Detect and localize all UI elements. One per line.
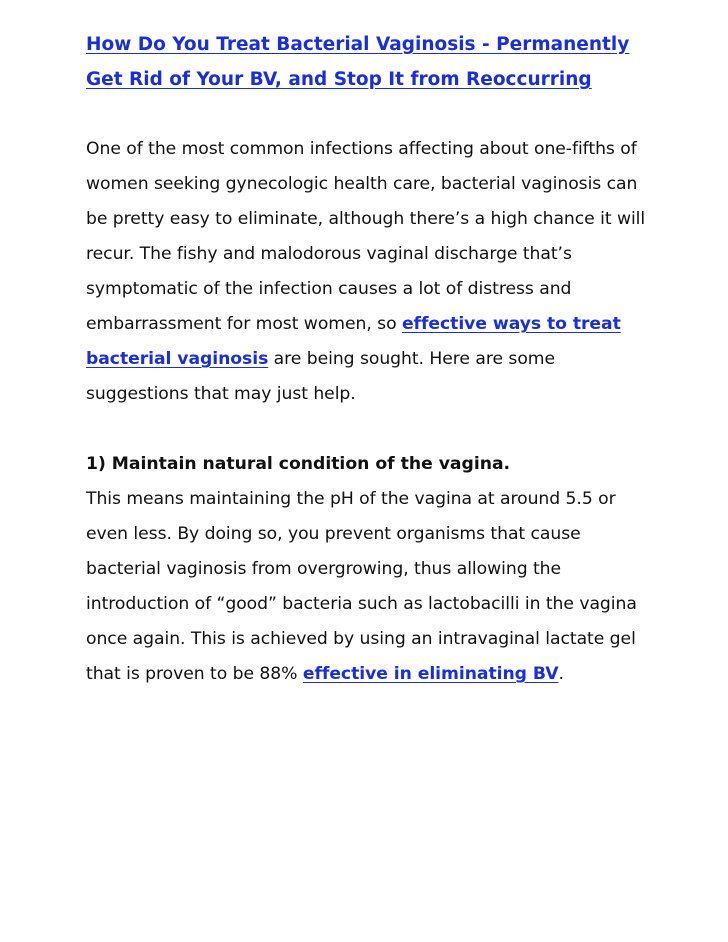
treat-bv-link[interactable]: effective ways to treat bacterial vaginosis bbox=[86, 314, 621, 369]
intro-text-end: are being sought. Here are some suggestions that may just help. bbox=[86, 349, 556, 404]
intro-text: One of the most common infections affecting about one-fifths of women seeking gynecologic health care, bacterial vaginosis can be pretty easy to eliminate, although there’s a high chance it will recur. The fishy and malodorous vaginal discharge that’s symptomatic of the infection causes a lot of distress and embarrassment for most women, so bbox=[86, 139, 646, 334]
section-1-text: This means maintaining the pH of the vagina at around 5.5 or even less. By doing so, you prevent organisms that cause bacterial vaginosis from overgrowing, thus allowing the introduction of “good” bacteria such as lactobacilli in the vagina once again. This is achieved by using an intravaginal lactate gel that is proven to be 88% bbox=[86, 489, 637, 684]
article-title[interactable] bbox=[86, 27, 646, 97]
spacer bbox=[86, 97, 646, 132]
document-page bbox=[86, 27, 646, 692]
section-1-text-end: . bbox=[558, 664, 564, 684]
spacer bbox=[86, 412, 646, 447]
eliminating-bv-link[interactable]: effective in eliminating BV bbox=[302, 664, 559, 684]
intro-paragraph bbox=[86, 132, 646, 412]
article-title-link[interactable]: How Do You Treat Bacterial Vaginosis - Permanently Get Rid of Your BV, and Stop It from Reoccurring bbox=[86, 34, 630, 90]
section-1-paragraph bbox=[86, 482, 646, 692]
section-1-heading: 1) Maintain natural condition of the vagina. bbox=[86, 454, 511, 474]
